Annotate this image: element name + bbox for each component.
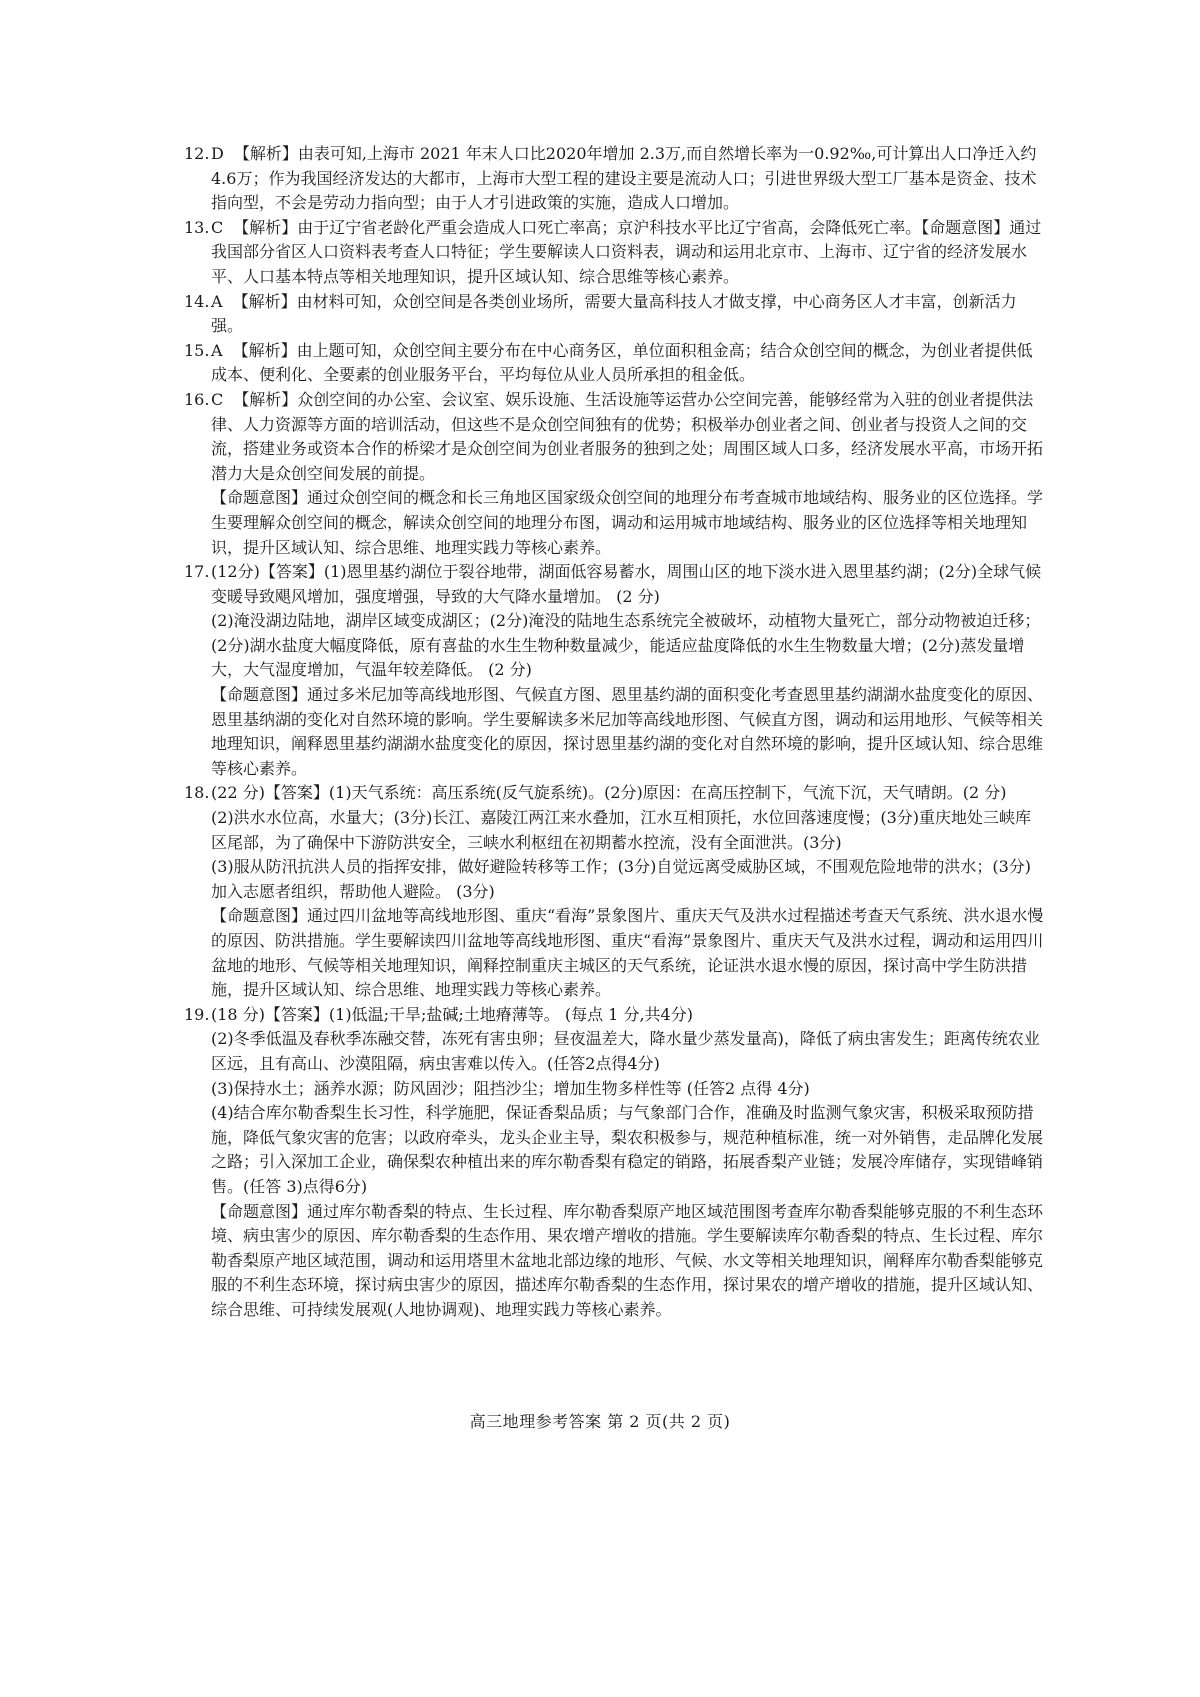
answer-paragraph bbox=[211, 855, 1044, 904]
paragraph-text: 【命题意图】通过众创空间的概念和长三角地区国家级众创空间的地理分布考查城市地域结构、服务业的区位选择。学生要理解众创空间的概念，解读众创空间的地理分布图，调动和运用城市地域结构、服务业的区位选择等相关地理知识，提升区域认知、综合思维、地理实践力等核心素养。 bbox=[211, 488, 1044, 557]
page-footer: 高三地理参考答案 第 2 页(共 2 页) bbox=[469, 1412, 731, 1431]
paragraph-text: 【命题意图】通过四川盆地等高线地形图、重庆“看海”景象图片、重庆天气及洪水过程描述考查天气系统、洪水退水慢的原因、防洪措施。学生要解读四川盆地等高线地形图、重庆“看海”景象图片、重庆天气及洪水过程，调动和运用四川盆地的地形、气候等相关地理知识，阐释控制重庆主城区的天气系统，论证洪水退水慢的原因，探讨高中学生防洪措施，提升区域认知、综合思维、地理实践力等核心素养。 bbox=[211, 906, 1044, 1000]
question-number: 15. bbox=[184, 340, 210, 360]
paragraph-text: (18 分)【答案】(1)低温;干旱;盐碱;土地瘠薄等。 (每点 1 分,共4分) bbox=[211, 1004, 693, 1024]
question-number: 17. bbox=[184, 562, 210, 582]
paragraph-text: (3)保持水土；涵养水源；防风固沙；阻挡沙尘；增加生物多样性等 (任答2 点得 4分) bbox=[211, 1078, 810, 1098]
answer-choice: A bbox=[211, 291, 223, 311]
answer-paragraph bbox=[211, 290, 1044, 339]
question-number: 16. bbox=[184, 389, 210, 409]
paragraph-text: (4)结合库尔勒香梨生长习性，科学施肥，保证香梨品质；与气象部门合作，准确及时监测气象灾害，积极采取预防措施，降低气象灾害的危害；以政府牵头，龙头企业主导，梨农积极参与，规范种植标准，统一对外销售，走品牌化发展之路；引入深加工企业，确保梨农种植出来的库尔勒香梨有稳定的销路，拓展香梨产业链；发展冷库储存，实现错峰销售。(任答 3)点得6分) bbox=[211, 1103, 1044, 1196]
answer-list bbox=[184, 142, 1044, 1323]
answer-item bbox=[184, 290, 1044, 339]
answer-choice: C bbox=[211, 217, 224, 237]
answer-paragraph bbox=[211, 1200, 1044, 1323]
answer-item bbox=[184, 560, 1044, 781]
question-number: 13. bbox=[184, 217, 210, 237]
answer-paragraph bbox=[211, 1027, 1044, 1076]
answer-paragraph bbox=[211, 904, 1044, 1002]
paragraph-text: (2)冬季低温及春秋季冻融交替，冻死有害虫卵；昼夜温差大，降水量少蒸发量高)，降低了病虫害发生；距离传统农业区远，且有高山、沙漠阻隔，病虫害难以传入。(任答2点得4分) bbox=[211, 1029, 1040, 1073]
answer-paragraph bbox=[211, 339, 1044, 388]
paragraph-text: (22 分)【答案】(1)天气系统：高压系统(反气旋系统)。(2分)原因：在高压控制下，气流下沉，天气晴朗。(2 分) bbox=[211, 783, 1007, 803]
answer-item bbox=[184, 339, 1044, 388]
paragraph-text: 【解析】由上题可知，众创空间主要分布在中心商务区，单位面积租金高；结合众创空间的概念，为创业者提供低成本、便利化、全要素的创业服务平台，平均每位从业人员所承担的租金低。 bbox=[211, 340, 1033, 385]
answer-body bbox=[211, 781, 1044, 1002]
question-number: 19. bbox=[184, 1004, 210, 1024]
answer-paragraph bbox=[211, 609, 1044, 683]
answer-paragraph bbox=[211, 781, 1044, 806]
answer-choice: A bbox=[211, 340, 223, 360]
answer-paragraph bbox=[211, 1077, 1044, 1102]
answer-choice: D bbox=[211, 144, 224, 163]
answer-paragraph bbox=[211, 486, 1044, 560]
answer-body bbox=[211, 560, 1044, 781]
paragraph-text: 【命题意图】通过多米尼加等高线地形图、气候直方图、恩里基约湖的面积变化考查恩里基约湖湖水盐度变化的原因、恩里基纳湖的变化对自然环境的影响。学生要解读多米尼加等高线地形图、气候直方图，调动和运用地形、气候等相关地理知识，阐释恩里基约湖湖水盐度变化的原因，探讨恩里基约湖的变化对自然环境的影响，提升区域认知、综合思维等核心素养。 bbox=[211, 685, 1044, 778]
question-number: 12. bbox=[184, 144, 210, 163]
answer-item bbox=[184, 1003, 1044, 1323]
paragraph-text: (2)淹没湖边陆地，湖岸区域变成湖区；(2分)淹没的陆地生态系统完全被破坏，动植物大量死亡，部分动物被迫迁移；(2分)湖水盐度大幅度降低，原有喜盐的水生生物种数量减少，能适应盐度降低的水生生物数量大增；(2分)蒸发量增大，大气湿度增加，气温年较差降低。 (2 分) bbox=[211, 611, 1041, 680]
answer-choice: C bbox=[211, 389, 224, 409]
answer-item bbox=[184, 216, 1044, 290]
paragraph-text: (3)服从防汛抗洪人员的指挥安排，做好避险转移等工作；(3分)自觉远离受威胁区域，不围观危险地带的洪水；(3分)加入志愿者组织，帮助他人避险。 (3分) bbox=[211, 857, 1031, 901]
answer-paragraph bbox=[211, 1101, 1044, 1199]
paragraph-text: 【命题意图】通过库尔勒香梨的特点、生长过程、库尔勒香梨原产地区域范围图考查库尔勒香梨能够克服的不利生态环境、病虫害少的原因、库尔勒香梨的生态作用、果农增产增收的措施。学生要解读库尔勒香梨的特点、生长过程、库尔勒香梨原产地区域范围，调动和运用塔里木盆地北部边缘的地形、气候、水文等相关地理知识，阐释库尔勒香梨能够克服的不利生态环境，探讨病虫害少的原因，描述库尔勒香梨的生态作用，探讨果农的增产增收的措施，提升区域认知、综合思维、可持续发展观(人地协调观)、地理实践力等核心素养。 bbox=[211, 1201, 1044, 1319]
answer-item bbox=[184, 142, 1044, 216]
question-number: 18. bbox=[184, 783, 210, 803]
answer-paragraph bbox=[211, 1003, 1044, 1028]
answer-paragraph bbox=[211, 806, 1044, 855]
answer-body bbox=[211, 290, 1044, 339]
answer-body bbox=[211, 1003, 1044, 1323]
answer-paragraph bbox=[211, 683, 1044, 781]
paragraph-text: 【解析】众创空间的办公室、会议室、娱乐设施、生活设施等运营办公空间完善，能够经常为入驻的创业者提供法律、人力资源等方面的培训活动，但这些不是众创空间独有的优势；积极举办创业者之间、创业者与投资人之间的交流，搭建业务或资本合作的桥梁才是众创空间为创业者服务的独到之处；周围区域人口多，经济发展水平高，市场开拓潜力大是众创空间发展的前提。 bbox=[211, 389, 1044, 483]
paragraph-text: 【解析】由材料可知，众创空间是各类创业场所，需要大量高科技人才做支撑，中心商务区人才丰富，创新活力强。 bbox=[211, 291, 1017, 336]
answer-body bbox=[211, 339, 1044, 388]
answer-body bbox=[211, 388, 1044, 560]
answer-item bbox=[184, 388, 1044, 560]
question-number: 14. bbox=[184, 291, 210, 311]
answer-paragraph bbox=[211, 216, 1044, 290]
answer-paragraph bbox=[211, 560, 1044, 609]
answer-paragraph bbox=[211, 388, 1044, 486]
answer-paragraph bbox=[211, 142, 1044, 216]
answer-item bbox=[184, 781, 1044, 1002]
answer-body bbox=[211, 142, 1044, 216]
paragraph-text: (2)洪水水位高，水量大；(3分)长江、嘉陵江两江来水叠加，江水互相顶托，水位回落速度慢；(3分)重庆地处三峡库区尾部，为了确保中下游防洪安全，三峡水利枢纽在初期蓄水控流，没有全面泄洪。(3分) bbox=[211, 808, 1031, 852]
paragraph-text: 【解析】由于辽宁省老龄化严重会造成人口死亡率高；京沪科技水平比辽宁省高，会降低死亡率。【命题意图】通过我国部分省区人口资料表考查人口特征；学生要解读人口资料表，调动和运用北京市、上海市、辽宁省的经济发展水平、人口基本特点等相关地理知识，提升区域认知、综合思维等核心素养。 bbox=[211, 217, 1042, 286]
answer-body bbox=[211, 216, 1044, 290]
paragraph-text: 【解析】由表可知,上海市 2021 年末人口比2020年增加 2.3万,而自然增长率为一0.92‰,可计算出人口净迁入约4.6万；作为我国经济发达的大都市，上海市大型工程的建设主要是流动人口；引进世界级大型工厂基本是资金、技术指向型，不会是劳动力指向型；由于人才引进政策的实施，造成人口增加。 bbox=[211, 144, 1037, 213]
paragraph-text: (12分)【答案】(1)恩里基约湖位于裂谷地带，湖面低容易蓄水，周围山区的地下淡水进入恩里基约湖；(2分)全球气候变暖导致飓风增加，强度增强，导致的大气降水量增加。 (2 分) bbox=[211, 562, 1042, 606]
